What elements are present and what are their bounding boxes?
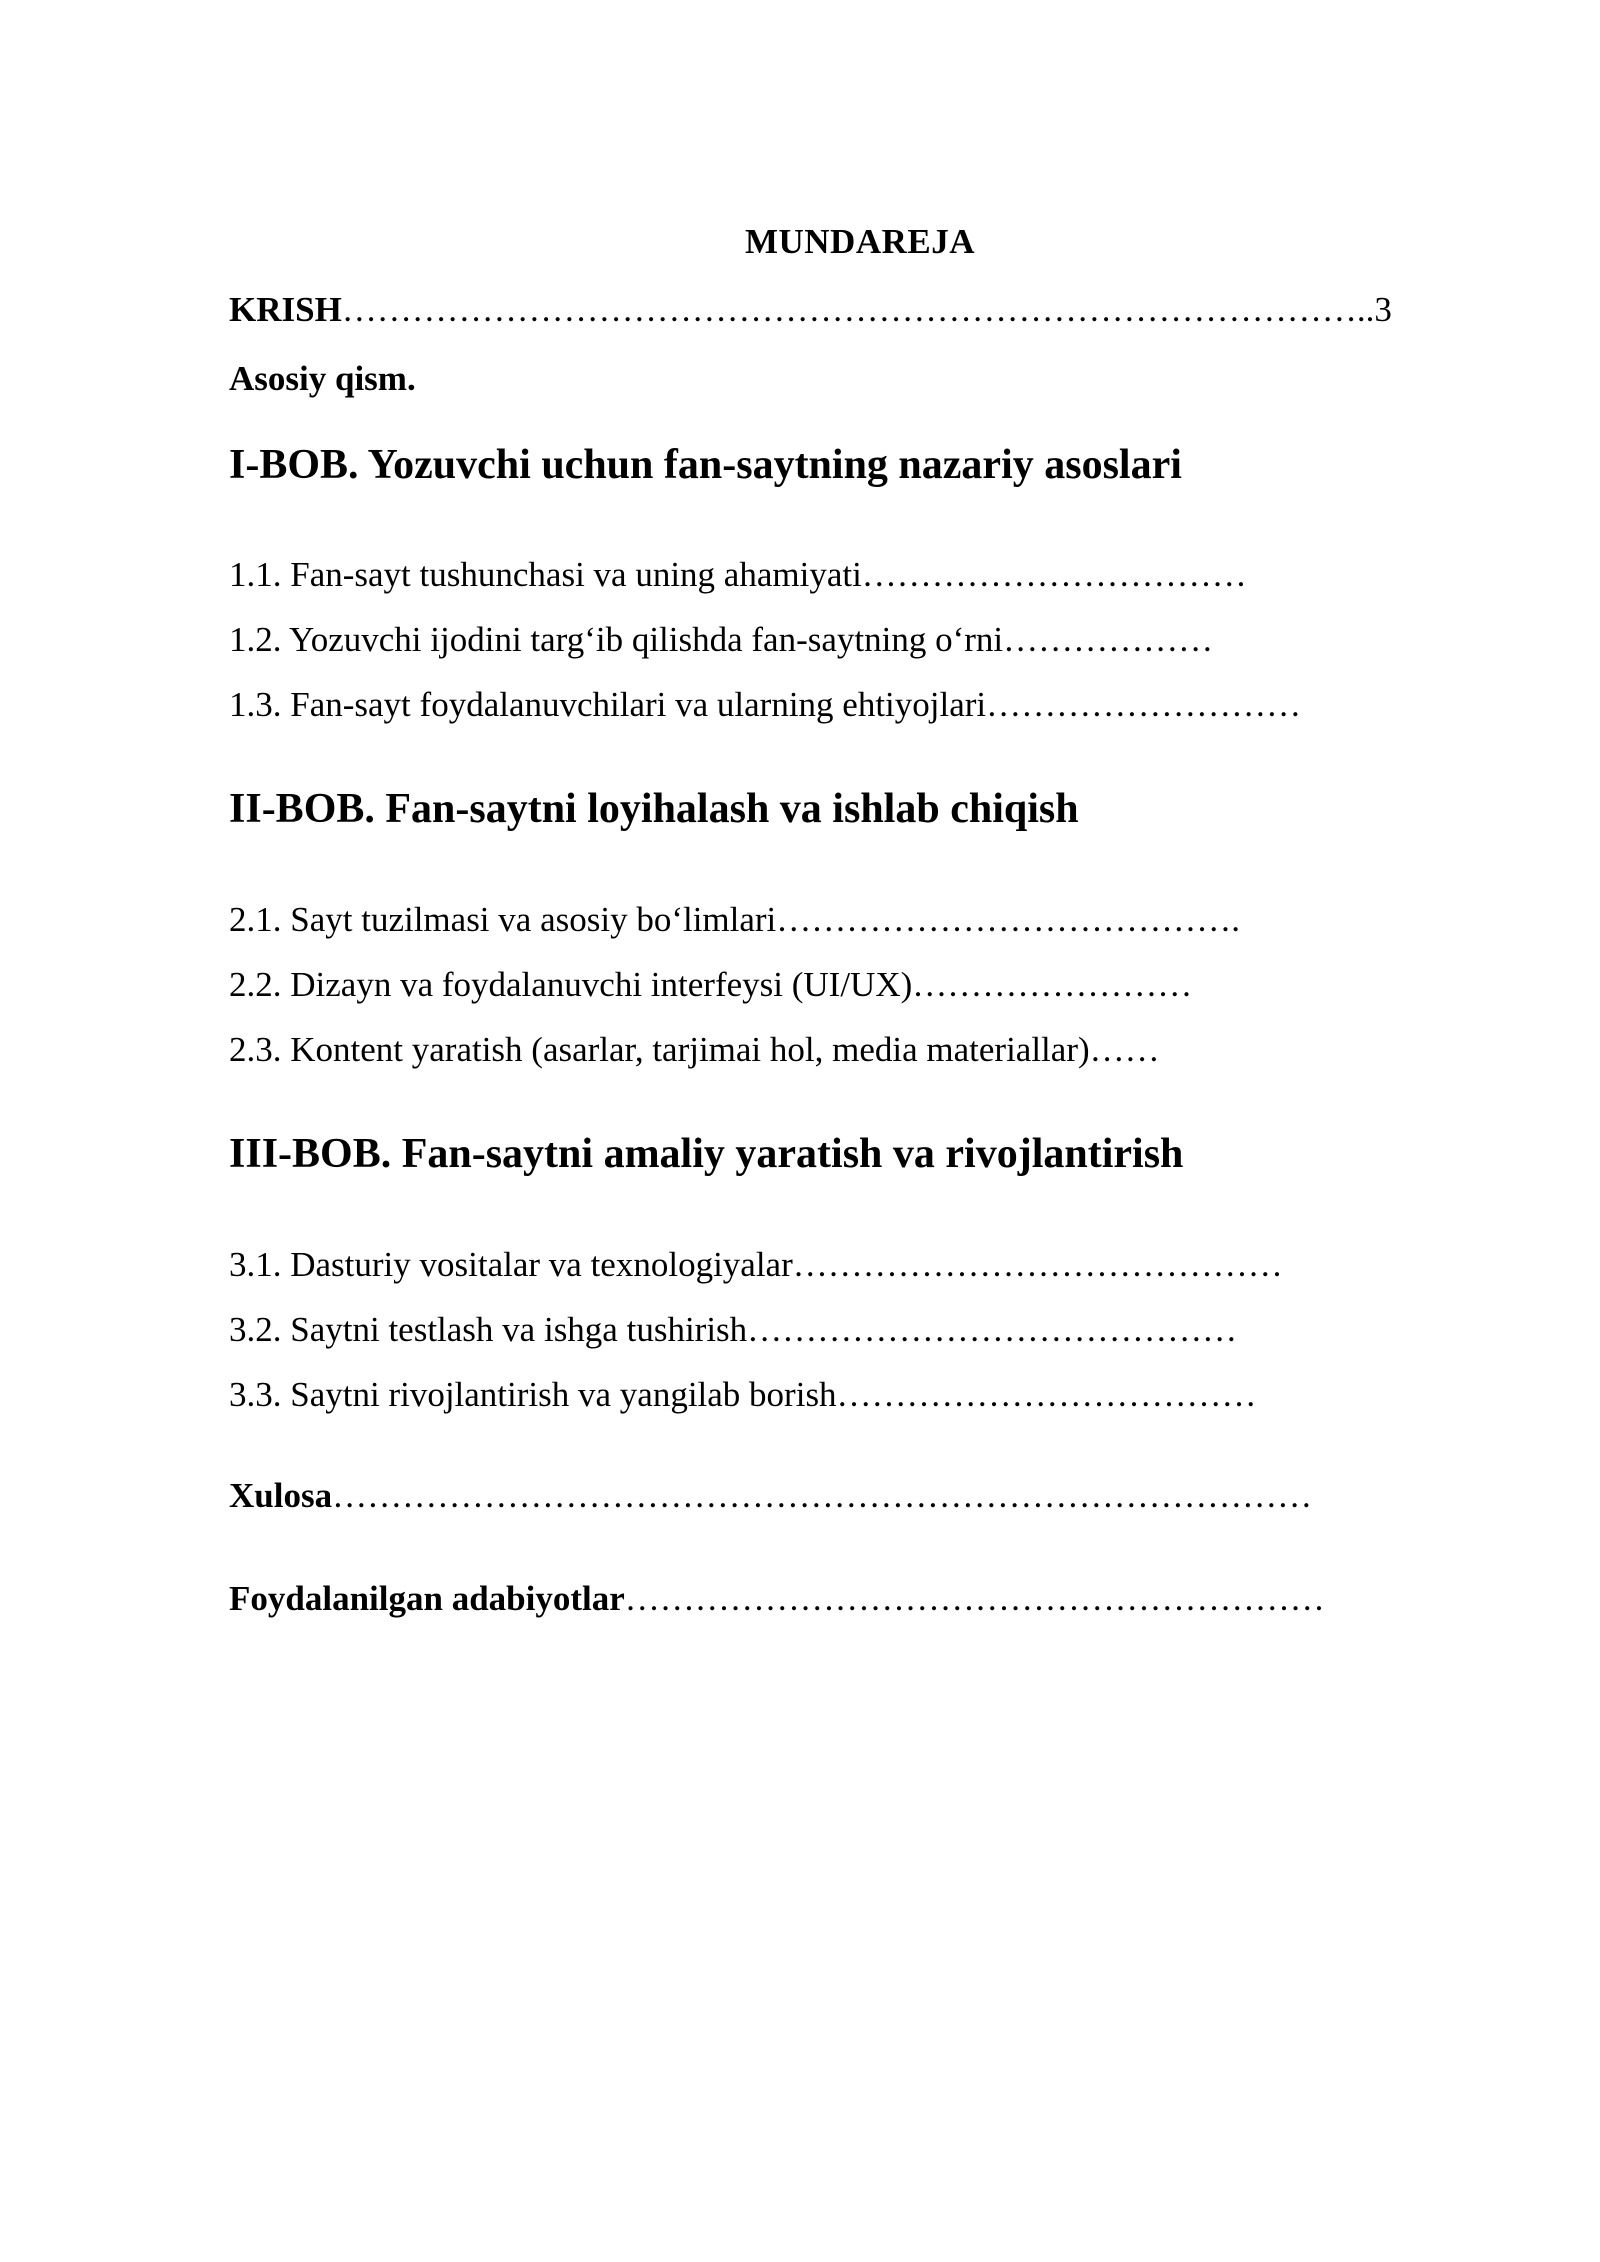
toc-entry-references-label: Foydalanilgan adabiyotlar <box>229 1579 625 1618</box>
chapter-3-heading: III-BOB. Fan-saytni amaliy yaratish va rivojlantirish <box>229 1131 1184 1177</box>
toc-entry-references-leader: …………………………………………………… <box>624 1579 1325 1618</box>
toc-entry-intro-leader: …………………………………………………………………………….. <box>341 290 1375 329</box>
toc-entry-intro-label: KRISH <box>229 290 342 329</box>
main-part-label: Asosiy qism. <box>229 359 416 398</box>
toc-entry-intro-page: 3 <box>1374 290 1392 329</box>
toc-entry-3-3: 3.3. Saytni rivojlantirish va yangilab borish……………………………… <box>229 1375 1257 1414</box>
toc-entry-conclusion-label: Xulosa <box>229 1476 333 1515</box>
toc-entry-2-1: 2.1. Sayt tuzilmasi va asosiy bo‘limlari…………………………………. <box>229 900 1241 939</box>
chapter-1-heading: I-BOB. Yozuvchi uchun fan-saytning nazariy asoslari <box>229 442 1182 488</box>
toc-entry-1-3: 1.3. Fan-sayt foydalanuvchilari va ularning ehtiyojlari……………………… <box>229 685 1302 724</box>
page-title: MUNDAREJA <box>744 222 976 261</box>
chapter-2-heading: II-BOB. Fan-saytni loyihalash va ishlab chiqish <box>229 786 1079 832</box>
toc-entry-conclusion-leader: ………………………………………………………………………… <box>332 1476 1313 1515</box>
toc-entry-2-2: 2.2. Dizayn va foydalanuvchi interfeysi (UI/UX)…………………… <box>229 965 1193 1004</box>
toc-entry-2-3: 2.3. Kontent yaratish (asarlar, tarjimai hol, media materiallar)…… <box>229 1030 1160 1069</box>
toc-entry-3-1: 3.1. Dasturiy vositalar va texnologiyalar…………………………………… <box>229 1245 1283 1284</box>
toc-entry-conclusion <box>229 1476 1312 1516</box>
toc-entry-1-2: 1.2. Yozuvchi ijodini targ‘ib qilishda fan-saytning o‘rni……………… <box>229 620 1214 659</box>
toc-entry-references <box>229 1579 1325 1619</box>
toc-entry-1-1: 1.1. Fan-sayt tushunchasi va uning ahamiyati…………………………… <box>229 555 1247 594</box>
toc-entry-intro <box>229 290 1392 330</box>
toc-entry-3-2: 3.2. Saytni testlash va ishga tushirish…………………………………… <box>229 1310 1238 1349</box>
